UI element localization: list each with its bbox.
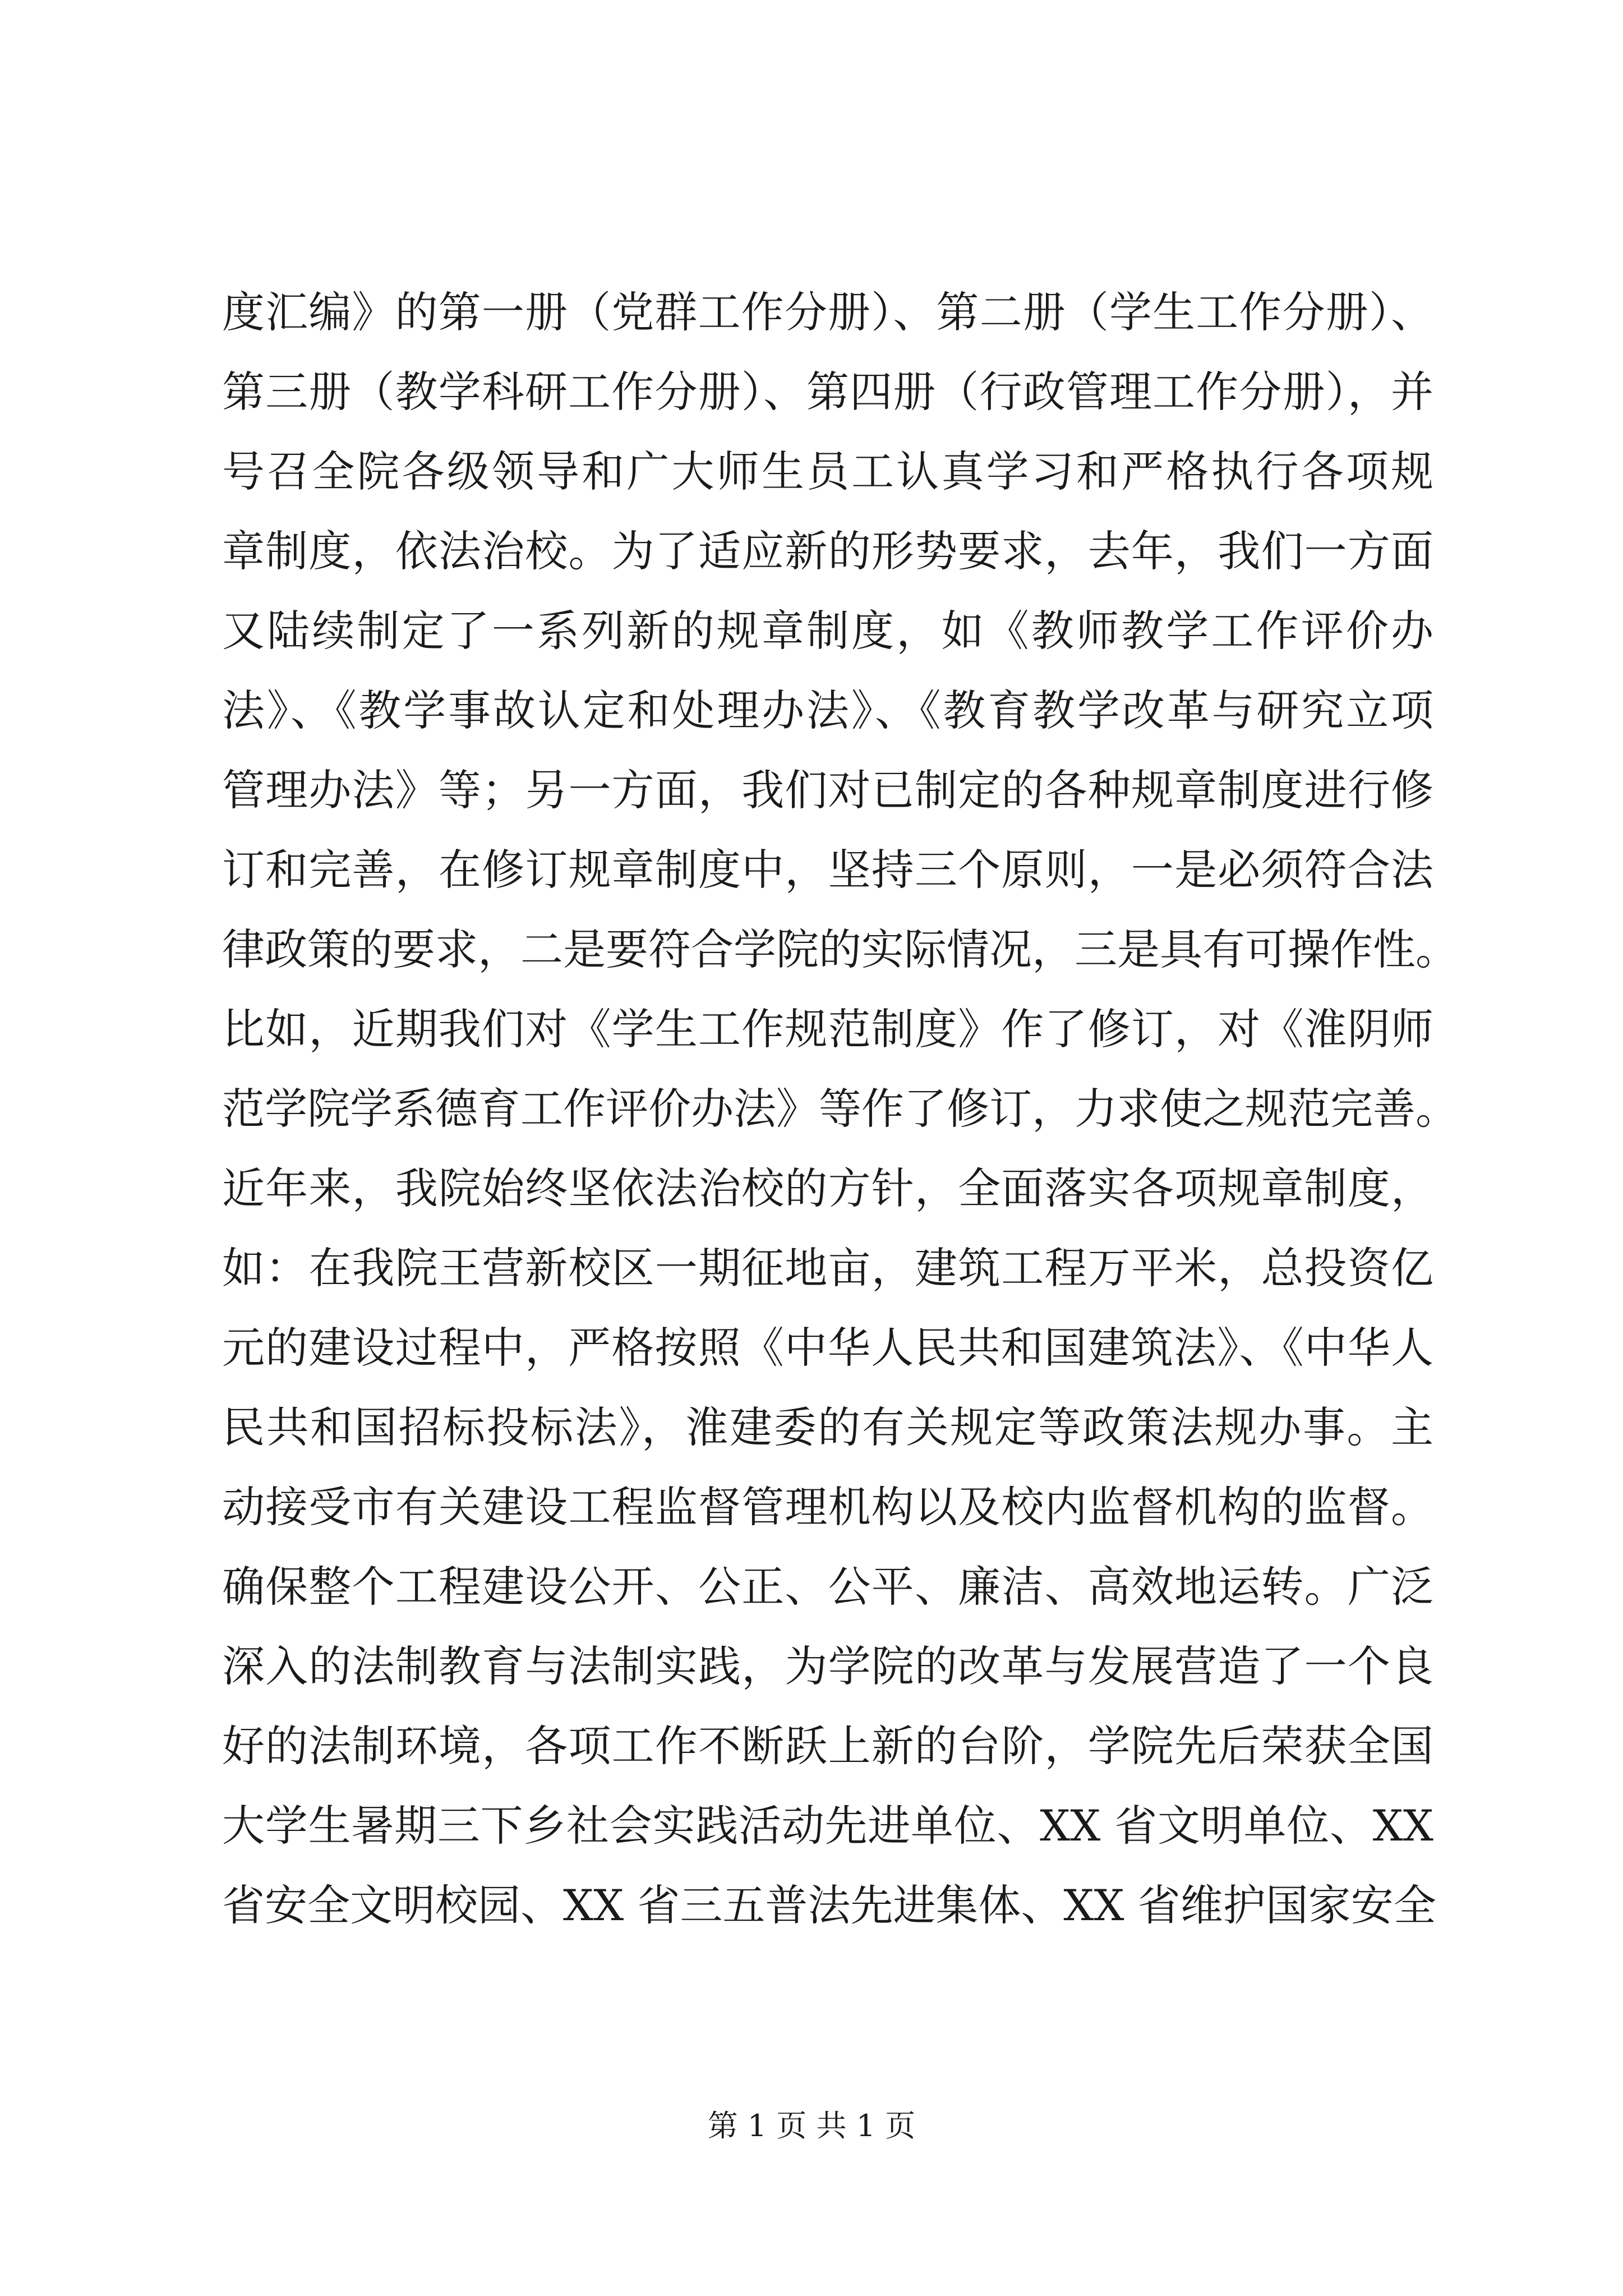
text-line: 如：在我院王营新校区一期征地亩，建筑工程万平米，总投资亿 — [222, 1243, 1433, 1293]
page-footer — [0, 2104, 1623, 2148]
text-line: 深入的法制教育与法制实践，为学院的改革与发展营造了一个良 — [222, 1641, 1433, 1691]
text-line: 章制度，依法治校。为了适应新的形势要求，去年，我们一方面 — [222, 526, 1433, 576]
text-line: 大学生暑期三下乡社会实践活动先进单位、XX 省文明单位、XX — [222, 1801, 1433, 1851]
text-line: 度汇编》的第一册（党群工作分册）、第二册（学生工作分册）、 — [222, 287, 1433, 337]
text-line: 元的建设过程中，严格按照《中华人民共和国建筑法》、《中华人 — [222, 1323, 1433, 1373]
text-line: 管理办法》等；另一方面，我们对已制定的各种规章制度进行修 — [222, 765, 1433, 815]
text-line: 第三册（教学科研工作分册）、第四册（行政管理工作分册），并 — [222, 367, 1433, 417]
text-line: 法》、《教学事故认定和处理办法》、《教育教学改革与研究立项 — [222, 685, 1433, 735]
text-line: 确保整个工程建设公开、公正、公平、廉洁、高效地运转。广泛 — [222, 1562, 1433, 1612]
text-line: 近年来，我院始终坚依法治校的方针，全面落实各项规章制度， — [222, 1163, 1433, 1213]
text-line: 比如，近期我们对《学生工作规范制度》作了修订，对《淮阴师 — [222, 1004, 1433, 1054]
page-number: 第 1 页 共 1 页 — [707, 2108, 916, 2143]
text-line: 省安全文明校园、XX 省三五普法先进集体、XX 省维护国家安全 — [222, 1880, 1436, 1930]
text-line: 订和完善，在修订规章制度中，坚持三个原则，一是必须符合法 — [222, 845, 1433, 895]
body-text — [222, 273, 1458, 1945]
text-line: 又陆续制定了一系列新的规章制度，如《教师教学工作评价办 — [222, 606, 1433, 656]
text-line: 好的法制环境，各项工作不断跃上新的台阶，学院先后荣获全国 — [222, 1721, 1433, 1771]
text-line: 律政策的要求，二是要符合学院的实际情况，三是具有可操作性。 — [222, 924, 1458, 974]
text-line: 民共和国招标投标法》，淮建委的有关规定等政策法规办事。主 — [222, 1402, 1433, 1452]
text-line: 动接受市有关建设工程监督管理机构以及校内监督机构的监督。 — [222, 1482, 1433, 1532]
text-line: 范学院学系德育工作评价办法》等作了修订，力求使之规范完善。 — [222, 1084, 1458, 1134]
text-line: 号召全院各级领导和广大师生员工认真学习和严格执行各项规 — [222, 447, 1433, 496]
